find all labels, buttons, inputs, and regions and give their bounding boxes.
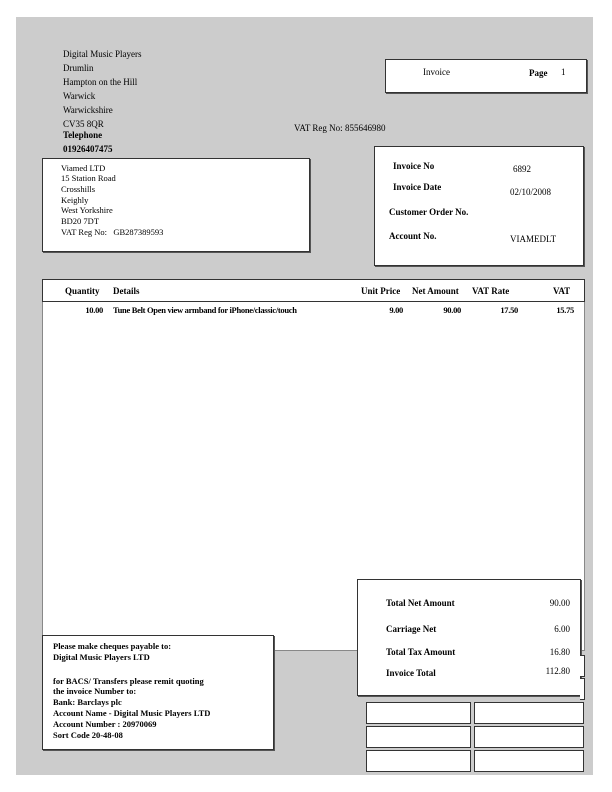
footer-box [366, 750, 471, 772]
cell-net-amount: 90.00 [443, 305, 461, 315]
payment-line: Bank: Barclays plc [53, 697, 122, 707]
invoice-date-label: Invoice Date [393, 182, 442, 192]
payment-line: Sort Code 20-48-08 [53, 730, 123, 740]
invoice-no-value: 6892 [513, 164, 531, 174]
header-net-amount: Net Amount [412, 286, 459, 296]
payment-line: Account Number : 20970069 [53, 719, 157, 729]
sender-line: Digital Music Players [63, 49, 142, 59]
sender-vat-reg [294, 123, 385, 134]
vat-reg-label: VAT Reg No: [61, 227, 107, 237]
table-row [43, 305, 584, 319]
footer-box [474, 702, 584, 724]
carriage-label: Carriage Net [386, 624, 437, 634]
vat-reg-label: VAT Reg No: [294, 123, 343, 133]
customer-line: Crosshills [61, 184, 96, 194]
invoice-total-value: 112.80 [545, 666, 570, 676]
customer-line: Viamed LTD [61, 163, 106, 173]
payment-instructions-box [42, 635, 274, 750]
total-tax-value: 16.80 [549, 647, 570, 657]
page-label: Page [529, 68, 548, 78]
total-net-label: Total Net Amount [386, 598, 455, 608]
cell-unit-price: 9.00 [389, 305, 403, 315]
account-no-label: Account No. [389, 231, 437, 241]
footer-box [474, 750, 584, 772]
invoice-no-label: Invoice No [393, 161, 435, 171]
header-unit-price: Unit Price [361, 286, 401, 296]
payment-line: Account Name - Digital Music Players LTD [53, 708, 211, 718]
sender-line: Warwickshire [63, 105, 113, 115]
total-tax-label: Total Tax Amount [386, 647, 456, 657]
invoice-total-label: Invoice Total [386, 668, 436, 678]
payment-line: the invoice Number to: [53, 686, 137, 696]
customer-address-box [42, 158, 310, 252]
footer-box [366, 726, 471, 748]
totals-side-tab [580, 678, 585, 700]
cell-details: Tune Belt Open view armband for iPhone/classic/touch [113, 305, 297, 315]
customer-line: West Yorkshire [61, 205, 113, 215]
telephone-label: Telephone [63, 130, 103, 140]
header-quantity: Quantity [65, 286, 100, 296]
sender-line: CV35 8QR [63, 119, 104, 129]
sender-line: Hampton on the Hill [63, 77, 138, 87]
telephone-number: 01926407475 [63, 144, 113, 154]
cell-quantity: 10.00 [85, 305, 103, 315]
invoice-title-box [385, 59, 587, 93]
footer-box [366, 702, 471, 724]
carriage-value: 6.00 [554, 624, 570, 634]
cell-vat-rate: 17.50 [500, 305, 518, 315]
customer-line: Keighly [61, 195, 89, 205]
sender-line: Warwick [63, 91, 96, 101]
total-net-value: 90.00 [549, 598, 570, 608]
header-vat-rate: VAT Rate [472, 286, 510, 296]
customer-line: 15 Station Road [61, 173, 116, 183]
sender-line: Drumlin [63, 63, 94, 73]
account-no-value: VIAMEDLT [510, 234, 557, 244]
page-number: 1 [561, 67, 566, 77]
header-vat: VAT [553, 286, 571, 296]
payment-line: Please make cheques payable to: [53, 641, 172, 651]
header-details: Details [113, 286, 140, 296]
invoice-info-box [374, 146, 584, 266]
totals-side-tab [580, 655, 585, 677]
payment-line: Digital Music Players LTD [53, 652, 150, 662]
payment-line: for BACS/ Transfers please remit quoting [53, 676, 204, 686]
customer-vat-reg [61, 227, 163, 237]
footer-box [474, 726, 584, 748]
vat-reg-value: GB287389593 [113, 227, 164, 237]
invoice-title: Invoice [423, 67, 450, 77]
customer-line: BD20 7DT [61, 216, 100, 226]
customer-order-label: Customer Order No. [389, 207, 469, 217]
totals-box [357, 579, 581, 696]
cell-vat: 15.75 [556, 305, 574, 315]
line-items-header [42, 279, 585, 302]
invoice-date-value: 02/10/2008 [510, 187, 552, 197]
vat-reg-value: 855646980 [344, 123, 386, 133]
